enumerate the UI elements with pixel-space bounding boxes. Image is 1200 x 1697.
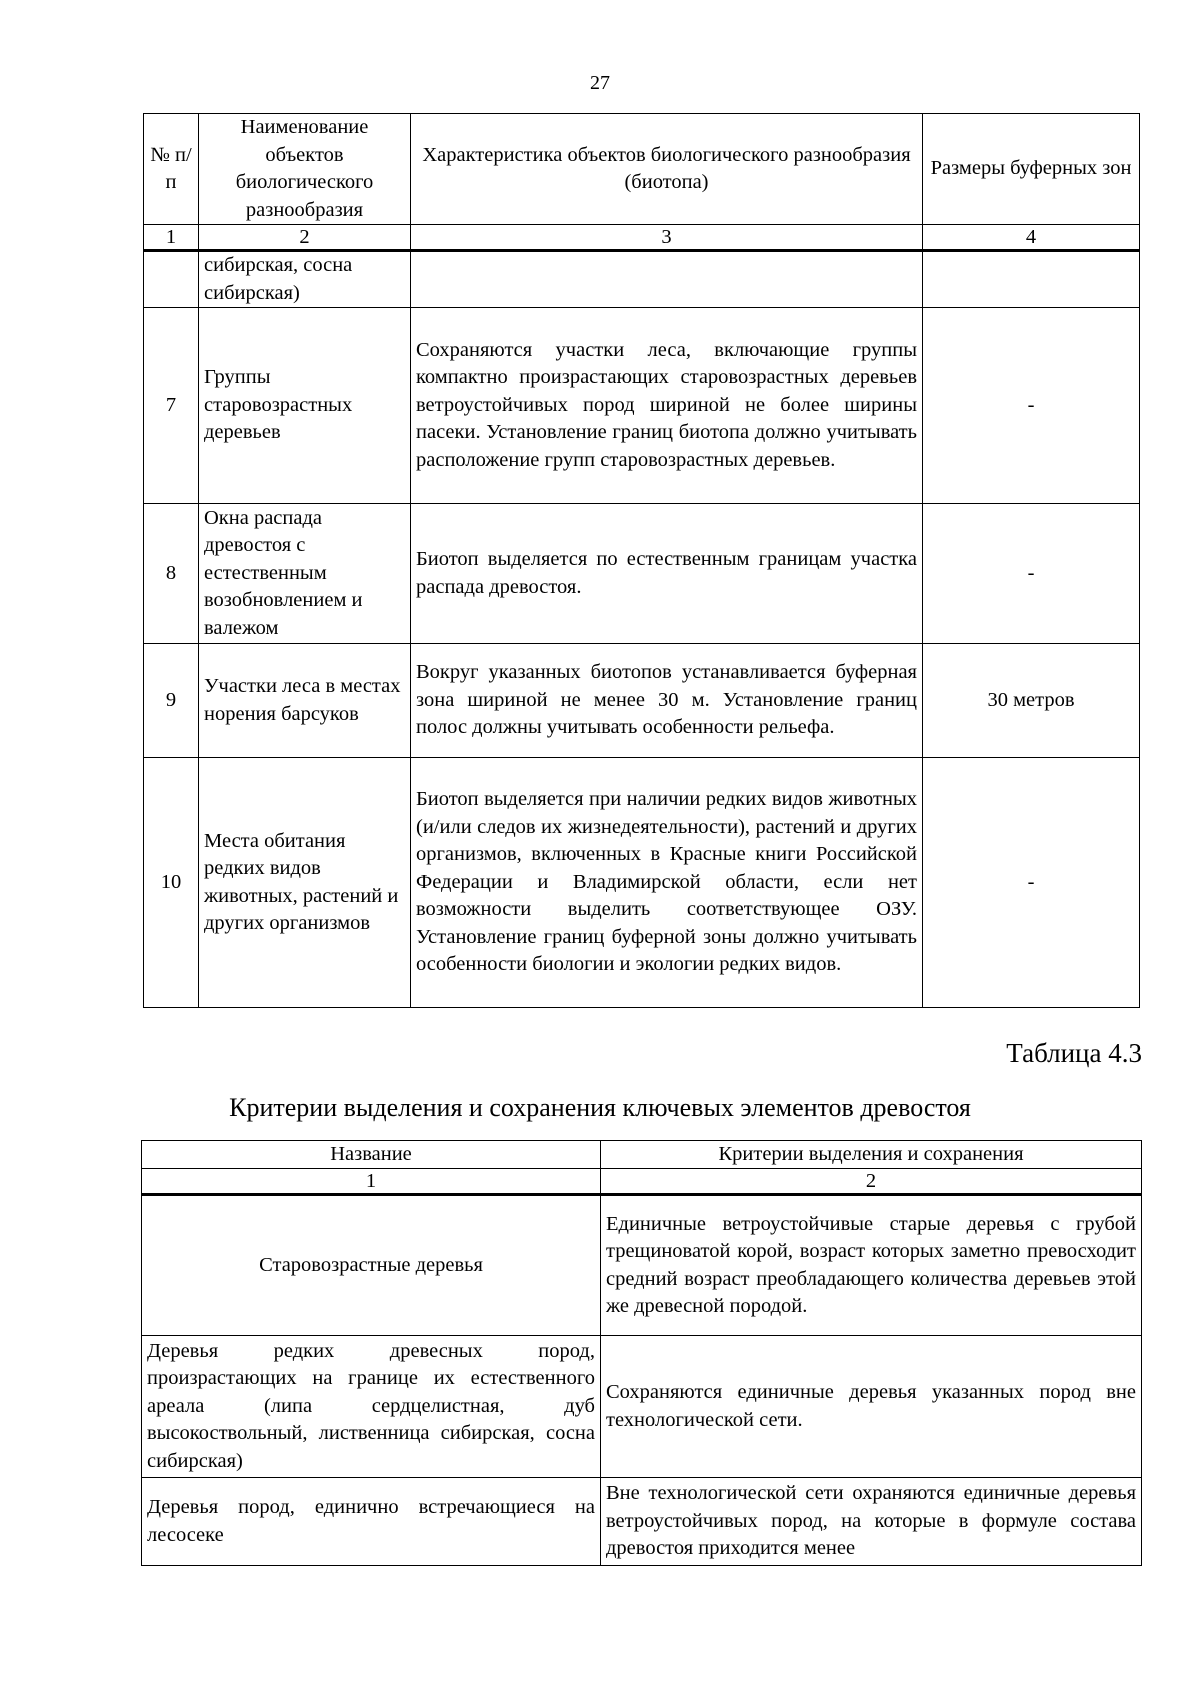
row-num: 9: [144, 644, 199, 758]
row-name: Старовозрастные деревья: [142, 1195, 601, 1336]
header-buffer: Размеры буферных зон: [923, 114, 1140, 225]
row-num: [144, 251, 199, 308]
table-row: [144, 251, 1140, 308]
table-row: [144, 758, 1140, 1008]
table-row: [144, 308, 1140, 504]
row-criteria: Единичные ветроустойчивые старые деревья с грубой трещиноватой корой, возраст которых заметно превосходит средний возраст преобладающего количества деревьев этой же древесной породой.: [601, 1195, 1142, 1336]
row-buffer: [923, 251, 1140, 308]
header-name: Наименование объектов биологического разнообразия: [199, 114, 411, 225]
row-name: Места обитания редких видов животных, растений и других организмов: [199, 758, 411, 1008]
row-characteristic: [411, 251, 923, 308]
table-title: Критерии выделения и сохранения ключевых элементов древостоя: [229, 1093, 971, 1122]
row-name: Группы старовозрастных деревьев: [199, 308, 411, 504]
row-buffer: 30 метров: [923, 644, 1140, 758]
row-num: 10: [144, 758, 199, 1008]
biotope-table: [143, 113, 1140, 1008]
column-number: 3: [411, 225, 923, 251]
row-name: Окна распада древостоя с естественным возобновлением и валежом: [199, 504, 411, 644]
row-buffer: -: [923, 504, 1140, 644]
column-number-row: [142, 1169, 1142, 1195]
row-characteristic: Сохраняются участки леса, включающие группы компактно произрастающих старовозрастных деревьев ветроустойчивых пород шириной не более ширины пасеки. Установление границ биотопа должно учитывать расположение групп старовозрастных деревьев.: [411, 308, 923, 504]
column-number-row: [144, 225, 1140, 251]
row-characteristic: Биотоп выделяется при наличии редких видов животных (и/или следов их жизнедеятельности), растений и других организмов, включенных в Красные книги Российской Федерации и Владимирской области, если нет возможности выделить соответствующее ОЗУ. Установление границ буферной зоны должно учитывать особенности биологии и экологии редких видов.: [411, 758, 923, 1008]
column-number: 1: [142, 1169, 601, 1195]
row-name: Деревья пород, единично встречающиеся на лесосеке: [142, 1478, 601, 1566]
row-buffer: -: [923, 758, 1140, 1008]
table-header-row: [144, 114, 1140, 225]
column-number: 2: [601, 1169, 1142, 1195]
table-caption: Таблица 4.3: [1006, 1038, 1142, 1068]
column-number: 1: [144, 225, 199, 251]
table-row: [142, 1478, 1142, 1566]
header-name: Название: [142, 1141, 601, 1169]
table-row: [142, 1195, 1142, 1336]
table-row: [144, 504, 1140, 644]
page-number: 27: [590, 72, 610, 94]
table-header-row: [142, 1141, 1142, 1169]
row-name: Участки леса в местах норения барсуков: [199, 644, 411, 758]
criteria-table: [141, 1140, 1142, 1566]
row-name: сибирская, сосна сибирская): [199, 251, 411, 308]
row-characteristic: Биотоп выделяется по естественным границам участка распада древостоя.: [411, 504, 923, 644]
column-number: 4: [923, 225, 1140, 251]
row-name: Деревья редких древесных пород, произрастающих на границе их естественного ареала (липа сердцелистная, дуб высокоствольный, лиственница сибирская, сосна сибирская): [142, 1336, 601, 1478]
header-characteristic: Характеристика объектов биологического разнообразия (биотопа): [411, 114, 923, 225]
row-num: 8: [144, 504, 199, 644]
header-num: № п/п: [144, 114, 199, 225]
row-criteria: Сохраняются единичные деревья указанных пород вне технологической сети.: [601, 1336, 1142, 1478]
row-criteria: Вне технологической сети охраняются единичные деревья ветроустойчивых пород, на которые в формуле состава древостоя приходится менее: [601, 1478, 1142, 1566]
table-row: [144, 644, 1140, 758]
row-num: 7: [144, 308, 199, 504]
row-buffer: -: [923, 308, 1140, 504]
column-number: 2: [199, 225, 411, 251]
header-criteria: Критерии выделения и сохранения: [601, 1141, 1142, 1169]
table-row: [142, 1336, 1142, 1478]
row-characteristic: Вокруг указанных биотопов устанавливается буферная зона шириной не менее 30 м. Установление границ полос должны учитывать особенности рельефа.: [411, 644, 923, 758]
